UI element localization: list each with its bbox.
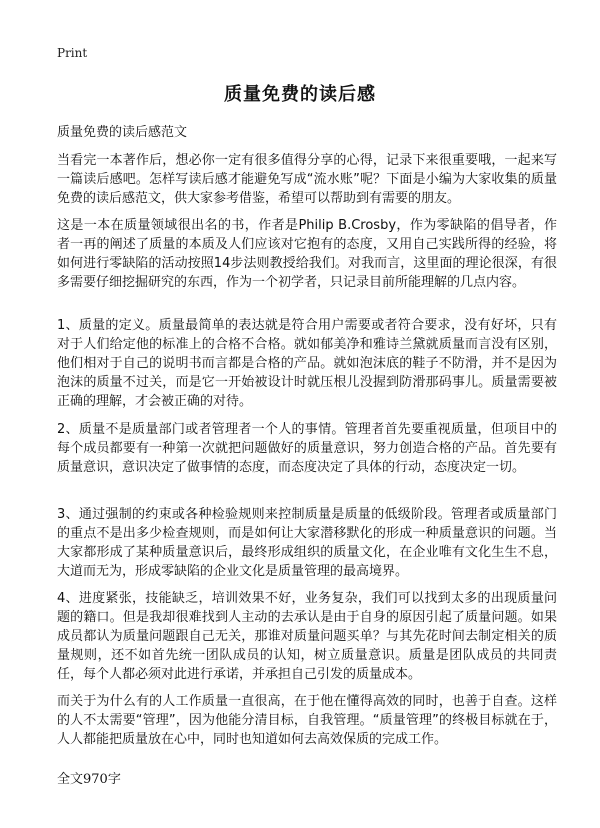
paragraph-point-2: 2、质量不是质量部门或者管理者一个人的事情。管理者首先要重视质量，但项目中的每个成员都要有一种第一次就把问题做好的质量意识，努力创造合格的产品。首先要有质量意识，意识决定了做事情的态度，而态度决定了具体的行动，态度决定一切。 [57,422,557,475]
paragraph-conclusion: 而关于为什么有的人工作质量一直很高，在于他在懂得高效的同时，也善于自查。这样的人不太需要“管理”，因为他能分清目标，自我管理。“质量管理”的终极目标就在于，人人都能把质量放在心中，同时也知道如何去高效保质的完成工作。 [57,694,557,747]
paragraph-point-4: 4、进度紧张，技能缺乏，培训效果不好，业务复杂，我们可以找到太多的出现质量问题的籍口。但是我却很难找到人主动的去承认是由于自身的原因引起了质量问题。如果成员都认为质量问题跟自己无关，那谁对质量问题买单？与其先花时间去制定相关的质量规则，还不如首先统一团队成员的认知，树立质量意识。质量是团队成员的共同责任，每个人都必须对此进行承诺，并承担自己引发的质量成本。 [57,591,557,682]
page-title: 质量免费的读后感 [224,84,376,105]
word-count: 全文970字 [57,772,121,787]
print-label: Print [57,46,88,60]
paragraph-intro: 当看完一本著作后，想必你一定有很多值得分享的心得，记录下来很重要哦，一起来写一篇读后感吧。怎样写读后感才能避免写成“流水账”呢？下面是小编为大家收集的质量免费的读后感范文，供大家参考借鉴，希望可以帮助到有需要的朋友。 [57,153,557,206]
paragraph-book-overview: 这是一本在质量领域很出名的书，作者是Philip B.Crosby，作为零缺陷的倡导者，作者一再的阐述了质量的本质及人们应该对它抱有的态度，又用自己实践所得的经验，将如何进行零缺陷的活动按照14步法则教授给我们。对我而言，这里面的理论很深，有很多需要仔细挖掘研究的东西，作为一个初学者，只记录目前所能理解的几点内容。 [57,218,557,290]
paragraph-point-3: 3、通过强制的约束或各种检验规则来控制质量是质量的低级阶段。管理者或质量部门的重点不是出多少检查规则，而是如何让大家潜移默化的形成一种质量意识的问题。当大家都形成了某种质量意识后，最终形成组织的质量文化，在企业唯有文化生生不息，大道而无为，形成零缺陷的企业文化是质量管理的最高境界。 [57,507,557,579]
article-subtitle: 质量免费的读后感范文 [57,125,188,140]
paragraph-point-1: 1、质量的定义。质量最简单的表达就是符合用户需要或者符合要求，没有好坏，只有对于人们给定他的标准上的合格不合格。就如郁美净和雅诗兰黛就质量而言没有区别，他们相对于自己的说明书而言都是合格的产品。就如泡沫底的鞋子不防滑，并不是因为泡沫的质量不过关，而是它一开始被设计时就压根儿没握到防滑那码事儿。质量需要被正确的理解，才会被正确的对待。 [57,318,557,409]
